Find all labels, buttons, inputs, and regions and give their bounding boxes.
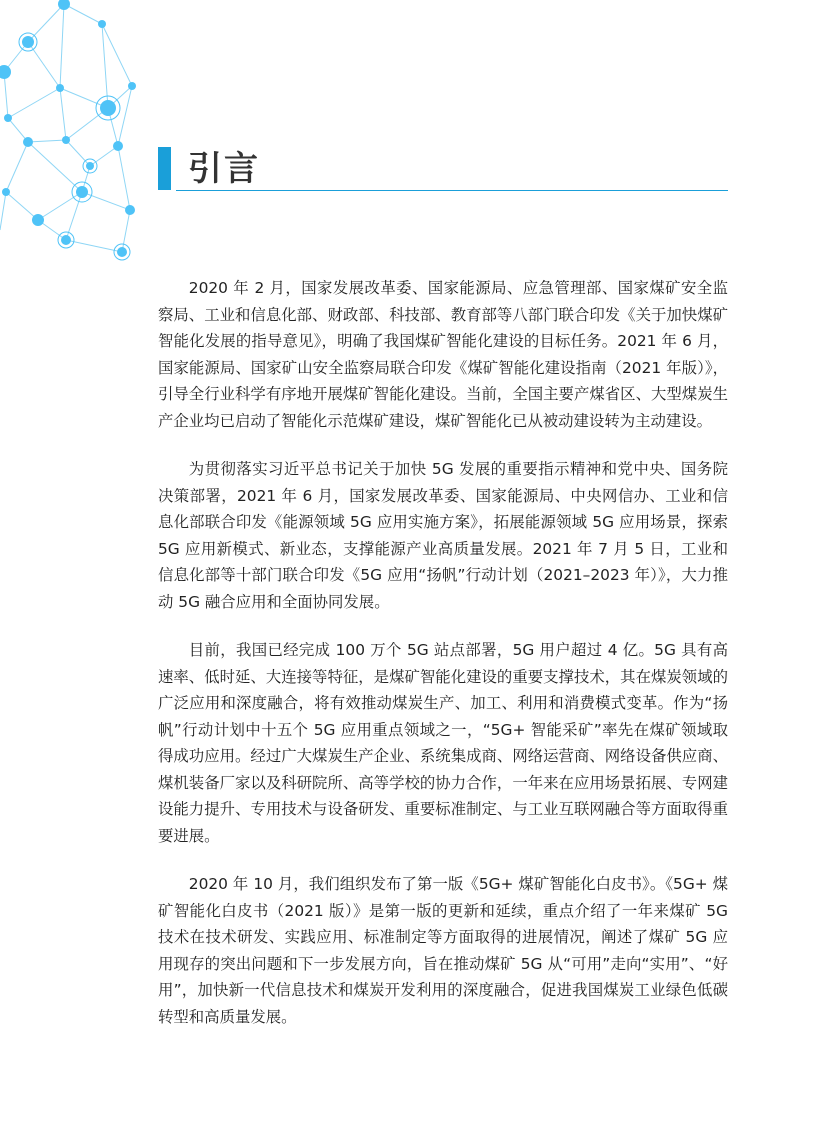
paragraph: 2020 年 2 月，国家发展改革委、国家能源局、应急管理部、国家煤矿安全监察局、工业和信息化部、财政部、科技部、教育部等八部门联合印发《关于加快煤矿智能化发展的指导意见》，明确了我国煤矿智能化建设的目标任务。2021 年 6 月，国家能源局、国家矿山安全监察局联合印发《煤矿智能化建设指南（2021 年版）》，引导全行业科学有序地开展煤矿智能化建设。当前，全国主要产煤省区、大型煤炭生产企业均已启动了智能化示范煤矿建设，煤矿智能化已从被动建设转为主动建设。 <box>158 279 728 430</box>
introduction-body <box>158 275 728 1052</box>
section-title: 引言 <box>188 149 260 189</box>
heading-underline <box>176 190 728 191</box>
paragraph: 2020 年 10 月，我们组织发布了第一版《5G+ 煤矿智能化白皮书》。《5G+ 煤矿智能化白皮书（2021 版）》是第一版的更新和延续，重点介绍了一年来煤矿 5G 技术在技术研发、实践应用、标准制定等方面取得的进展情况，阐述了煤矿 5G 应用现存的突出问题和下一步发展方向，旨在推动煤矿 5G 从“可用”走向“实用”、“好用”，加快新一代信息技术和煤炭开发利用的深度融合，促进我国煤炭工业绿色低碳转型和高质量发展。 <box>158 875 728 1026</box>
section-heading <box>158 145 728 193</box>
network-graph-decoration <box>0 0 150 270</box>
paragraph: 为贯彻落实习近平总书记关于加快 5G 发展的重要指示精神和党中央、国务院决策部署，2021 年 6 月，国家发展改革委、国家能源局、中央网信办、工业和信息化部联合印发《能源领域 5G 应用实施方案》，拓展能源领域 5G 应用场景，探索 5G 应用新模式、新业态，支撑能源产业高质量发展。2021 年 7 月 5 日，工业和信息化部等十部门联合印发《5G 应用“扬帆”行动计划（2021–2023 年）》，大力推动 5G 融合应用和全面协同发展。 <box>158 460 728 611</box>
paragraph: 目前，我国已经完成 100 万个 5G 站点部署，5G 用户超过 4 亿。5G 具有高速率、低时延、大连接等特征，是煤矿智能化建设的重要支撑技术，其在煤炭领域的广泛应用和深度融合，将有效推动煤炭生产、加工、利用和消费模式变革。作为“扬帆”行动计划中十五个 5G 应用重点领域之一，“5G+ 智能采矿”率先在煤矿领域取得成功应用。经过广大煤炭生产企业、系统集成商、网络运营商、网络设备供应商、煤机装备厂家以及科研院所、高等学校的协力合作，一年来在应用场景拓展、专网建设能力提升、专用技术与设备研发、重要标准制定、与工业互联网融合等方面取得重要进展。 <box>158 641 728 845</box>
heading-accent-bar <box>158 147 171 190</box>
